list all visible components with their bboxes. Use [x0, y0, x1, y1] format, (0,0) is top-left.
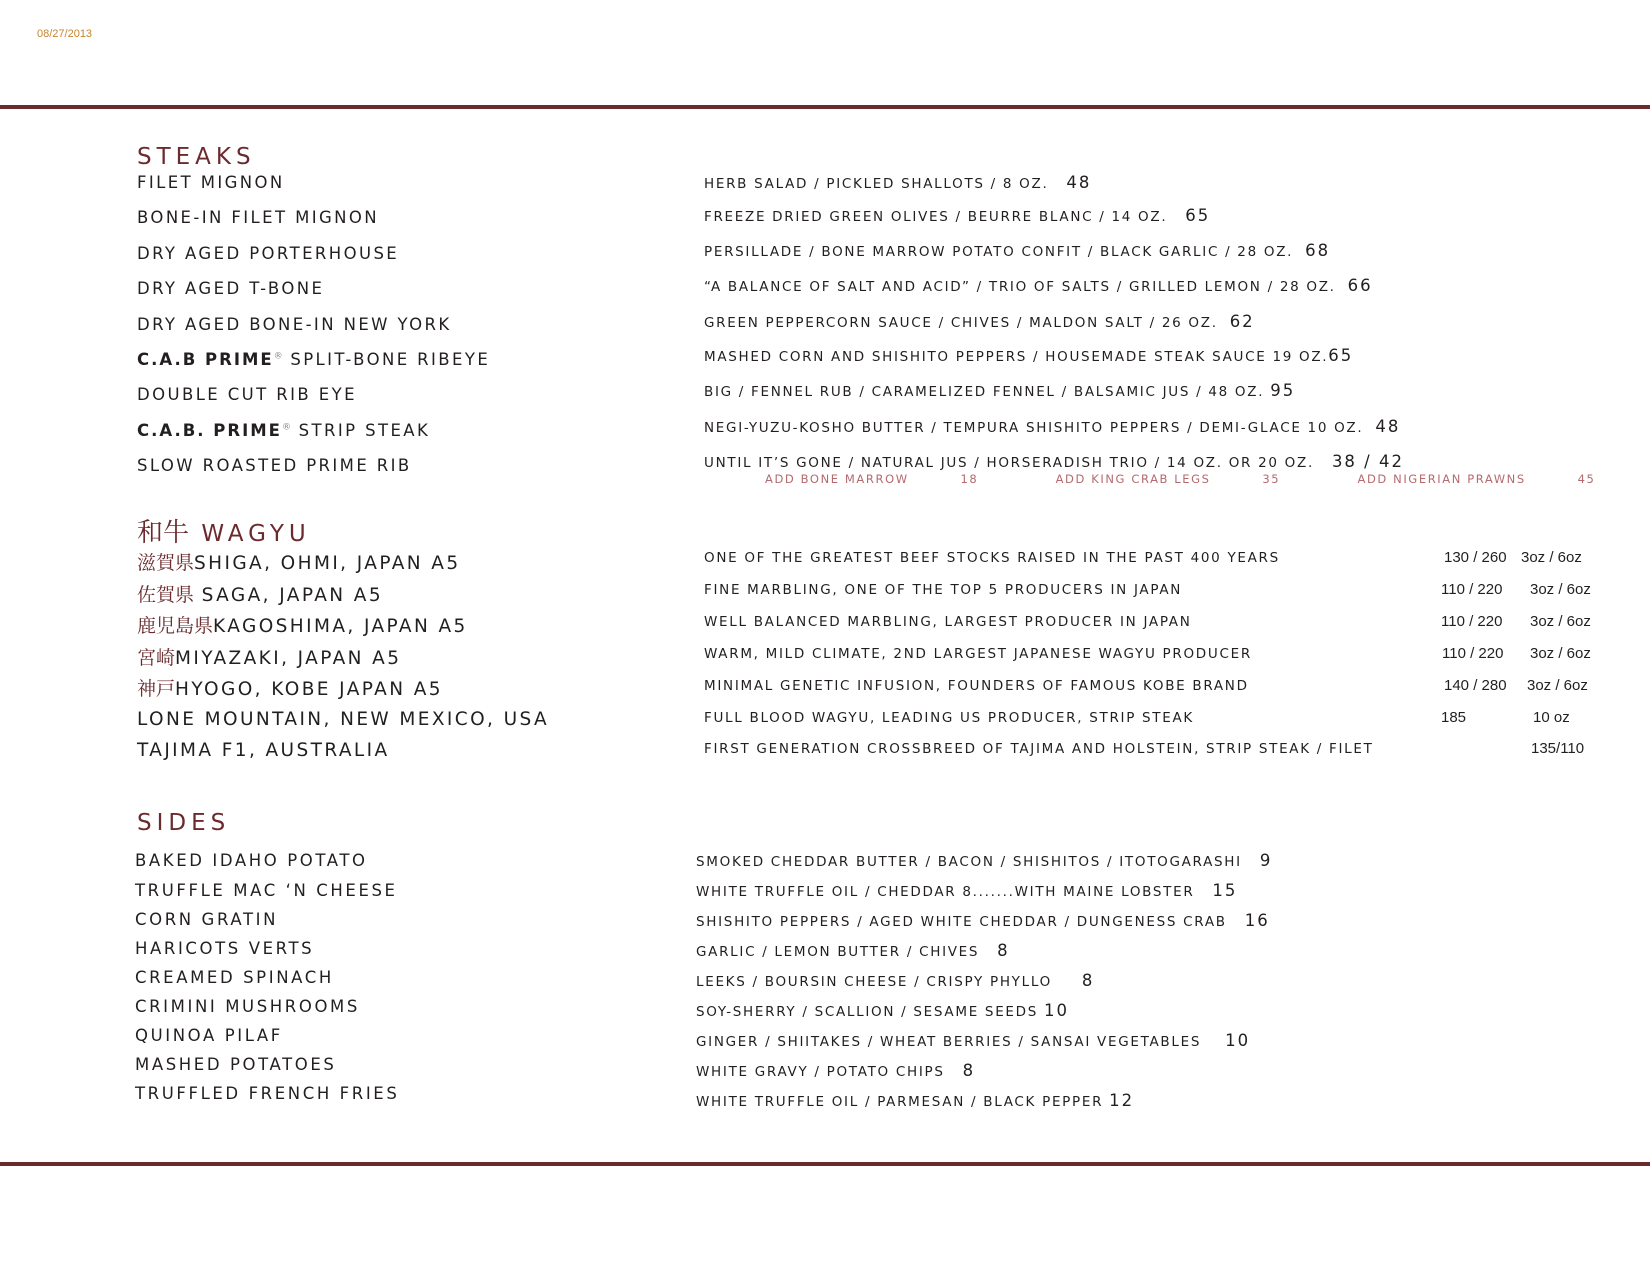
side-desc-text: SOY-SHERRY / SCALLION / SESAME SEEDS	[696, 1004, 1039, 1020]
wagyu-origin	[137, 580, 383, 607]
side-desc-text: SMOKED CHEDDAR BUTTER / BACON / SHISHITOS / ITOTOGARASHI	[696, 854, 1242, 870]
side-desc-text: GINGER / SHIITAKES / WHEAT BERRIES / SANSAI VEGETABLES	[696, 1034, 1202, 1050]
origin-name: HYOGO, KOBE JAPAN A5	[175, 679, 443, 700]
side-price: 12	[1109, 1091, 1135, 1110]
steak-description	[704, 276, 1373, 295]
side-name: TRUFFLE MAC ‘N CHEESE	[135, 881, 398, 900]
wagyu-price: 135/110	[1531, 740, 1585, 757]
steak-price: 65	[1328, 346, 1354, 365]
wagyu-description: MINIMAL GENETIC INFUSION, FOUNDERS OF FAMOUS KOBE BRAND	[704, 678, 1249, 694]
steak-description	[704, 312, 1255, 331]
steak-description	[704, 206, 1210, 225]
steak-price: 66	[1347, 276, 1373, 295]
wagyu-portion: 3oz / 6oz	[1527, 677, 1588, 694]
wagyu-portion: 3oz / 6oz	[1530, 581, 1591, 598]
wagyu-price: 130 / 260	[1444, 549, 1507, 566]
steak-price: 38 / 42	[1331, 452, 1404, 471]
steak-desc-text: “A BALANCE OF SALT AND ACID” / TRIO OF SALTS / GRILLED LEMON / 28 OZ.	[704, 279, 1336, 295]
steak-description	[704, 173, 1091, 192]
steak-description	[704, 381, 1295, 400]
steak-name	[137, 421, 430, 440]
side-name: QUINOA PILAF	[135, 1026, 283, 1045]
steak-name: DRY AGED T-BONE	[137, 279, 325, 298]
wagyu-title: WAGYU	[201, 521, 311, 547]
steak-desc-text: NEGI-YUZU-KOSHO BUTTER / TEMPURA SHISHITO PEPPERS / DEMI-GLACE 10 OZ.	[704, 420, 1364, 436]
side-description	[696, 851, 1272, 870]
wagyu-origin: TAJIMA F1, AUSTRALIA	[137, 740, 390, 761]
steak-name: BONE-IN FILET MIGNON	[137, 208, 380, 227]
addon-item	[765, 472, 1014, 486]
origin-name: SAGA, JAPAN A5	[201, 585, 384, 606]
side-desc-text: LEEKS / BOURSIN CHEESE / CRISPY PHYLLO	[696, 974, 1052, 990]
registered-mark: ®	[273, 351, 283, 362]
side-price: 10	[1225, 1031, 1251, 1050]
steak-price: 95	[1270, 381, 1296, 400]
sides-heading: SIDES	[137, 810, 231, 836]
side-description	[696, 1001, 1069, 1020]
steak-description	[704, 241, 1330, 260]
prefecture-kanji: 鹿児島県	[137, 615, 214, 637]
origin-name: SHIGA, OHMI, JAPAN A5	[194, 553, 461, 574]
steak-desc-text: UNTIL IT’S GONE / NATURAL JUS / HORSERADISH TRIO / 14 OZ. OR 20 OZ.	[704, 455, 1314, 471]
prefecture-kanji: 佐賀県	[137, 584, 195, 606]
origin-name: KAGOSHIMA, JAPAN A5	[213, 616, 468, 637]
addon-label: ADD BONE MARROW	[765, 472, 909, 486]
steak-cut: STRIP STEAK	[298, 421, 431, 440]
addon-price: 45	[1577, 472, 1596, 486]
wagyu-origin	[137, 548, 461, 575]
side-description	[696, 941, 1010, 960]
side-price: 8	[997, 941, 1010, 960]
print-date: 08/27/2013	[37, 28, 93, 40]
steak-description	[704, 417, 1400, 436]
wagyu-price: 110 / 220	[1442, 645, 1504, 662]
prefecture-kanji: 神戸	[137, 678, 176, 700]
side-desc-text: WHITE TRUFFLE OIL / CHEDDAR 8.......WITH MAINE LOBSTER	[696, 884, 1195, 900]
side-name: TRUFFLED FRENCH FRIES	[135, 1084, 400, 1103]
addon-price: 35	[1262, 472, 1281, 486]
steak-price: 48	[1066, 173, 1092, 192]
side-name: HARICOTS VERTS	[135, 939, 315, 958]
steak-desc-text: GREEN PEPPERCORN SAUCE / CHIVES / MALDON SALT / 26 OZ.	[704, 315, 1218, 331]
addon-item	[1056, 472, 1317, 486]
wagyu-portion: 3oz / 6oz	[1530, 613, 1591, 630]
steak-cut: SPLIT-BONE RIBEYE	[290, 350, 491, 369]
steak-price: 48	[1375, 417, 1401, 436]
steak-name: SLOW ROASTED PRIME RIB	[137, 456, 412, 475]
steak-price: 62	[1229, 312, 1255, 331]
side-description	[696, 971, 1094, 990]
side-description	[696, 1091, 1134, 1110]
wagyu-description: FULL BLOOD WAGYU, LEADING US PRODUCER, STRIP STEAK	[704, 710, 1194, 726]
side-price: 8	[962, 1061, 976, 1080]
steak-name	[137, 350, 490, 369]
steak-addons	[765, 472, 1650, 486]
side-price: 15	[1212, 881, 1238, 900]
side-price: 16	[1244, 911, 1270, 930]
side-name: CREAMED SPINACH	[135, 968, 334, 987]
addon-item	[1357, 472, 1631, 486]
side-price: 10	[1044, 1001, 1070, 1020]
prefecture-kanji: 滋賀県	[137, 552, 195, 574]
side-name: CRIMINI MUSHROOMS	[135, 997, 360, 1016]
steak-name: DRY AGED PORTERHOUSE	[137, 244, 400, 263]
bottom-divider	[0, 1162, 1650, 1166]
steak-price: 68	[1305, 241, 1331, 260]
addon-label: ADD NIGERIAN PRAWNS	[1357, 472, 1526, 486]
steak-description	[704, 346, 1353, 365]
steak-desc-text: HERB SALAD / PICKLED SHALLOTS / 8 OZ.	[704, 176, 1049, 192]
wagyu-description: ONE OF THE GREATEST BEEF STOCKS RAISED IN THE PAST 400 YEARS	[704, 550, 1280, 566]
wagyu-heading	[137, 512, 311, 549]
side-desc-text: WHITE GRAVY / POTATO CHIPS	[696, 1064, 945, 1080]
wagyu-price: 110 / 220	[1441, 581, 1503, 598]
wagyu-description: WARM, MILD CLIMATE, 2ND LARGEST JAPANESE WAGYU PRODUCER	[704, 646, 1252, 662]
registered-mark: ®	[281, 422, 291, 433]
wagyu-description: FINE MARBLING, ONE OF THE TOP 5 PRODUCERS IN JAPAN	[704, 582, 1183, 598]
wagyu-origin	[137, 674, 443, 701]
side-desc-text: WHITE TRUFFLE OIL / PARMESAN / BLACK PEPPER	[696, 1094, 1104, 1110]
side-name: MASHED POTATOES	[135, 1055, 337, 1074]
wagyu-portion: 10 oz	[1533, 709, 1570, 726]
wagyu-origin: LONE MOUNTAIN, NEW MEXICO, USA	[137, 709, 550, 730]
steak-name: DOUBLE CUT RIB EYE	[137, 385, 357, 404]
side-price: 8	[1081, 971, 1095, 990]
wagyu-kanji: 和牛	[137, 518, 190, 548]
steak-description	[704, 452, 1404, 471]
origin-name: MIYAZAKI, JAPAN A5	[175, 648, 402, 669]
steak-price: 65	[1185, 206, 1211, 225]
wagyu-portion: 3oz / 6oz	[1521, 549, 1582, 566]
steak-desc-text: PERSILLADE / BONE MARROW POTATO CONFIT / BLACK GARLIC / 28 OZ.	[704, 244, 1294, 260]
top-divider	[0, 105, 1650, 109]
side-description	[696, 911, 1270, 930]
steak-name: FILET MIGNON	[137, 173, 285, 192]
cab-prime-brand: C.A.B. PRIME	[137, 421, 282, 440]
wagyu-price: 185	[1441, 709, 1467, 726]
side-description	[696, 881, 1237, 900]
addon-price: 18	[960, 472, 979, 486]
side-desc-text: GARLIC / LEMON BUTTER / CHIVES	[696, 944, 980, 960]
addon-label: ADD KING CRAB LEGS	[1055, 472, 1211, 486]
wagyu-price: 110 / 220	[1441, 613, 1503, 630]
prefecture-kanji: 宮崎	[137, 647, 176, 669]
steak-desc-text: FREEZE DRIED GREEN OLIVES / BEURRE BLANC / 14 OZ.	[704, 209, 1168, 225]
side-description	[696, 1061, 975, 1080]
steak-desc-text: MASHED CORN AND SHISHITO PEPPERS / HOUSEMADE STEAK SAUCE 19 OZ.	[704, 349, 1329, 365]
side-name: BAKED IDAHO POTATO	[135, 851, 368, 870]
wagyu-portion: 3oz / 6oz	[1530, 645, 1591, 662]
wagyu-description: FIRST GENERATION CROSSBREED OF TAJIMA AND HOLSTEIN, STRIP STEAK / FILET	[704, 741, 1374, 757]
side-name: CORN GRATIN	[135, 910, 279, 929]
steak-name: DRY AGED BONE-IN NEW YORK	[137, 315, 452, 334]
cab-prime-brand: C.A.B PRIME	[137, 350, 274, 369]
side-price: 9	[1259, 851, 1273, 870]
wagyu-price: 140 / 280	[1444, 677, 1507, 694]
wagyu-origin	[137, 643, 401, 670]
side-description	[696, 1031, 1250, 1050]
steaks-heading: STEAKS	[137, 144, 256, 170]
side-desc-text: SHISHITO PEPPERS / AGED WHITE CHEDDAR / DUNGENESS CRAB	[696, 914, 1227, 930]
wagyu-origin	[137, 611, 468, 638]
wagyu-description: WELL BALANCED MARBLING, LARGEST PRODUCER IN JAPAN	[704, 614, 1192, 630]
steak-desc-text: BIG / FENNEL RUB / CARAMELIZED FENNEL / BALSAMIC JUS / 48 OZ.	[704, 384, 1265, 400]
